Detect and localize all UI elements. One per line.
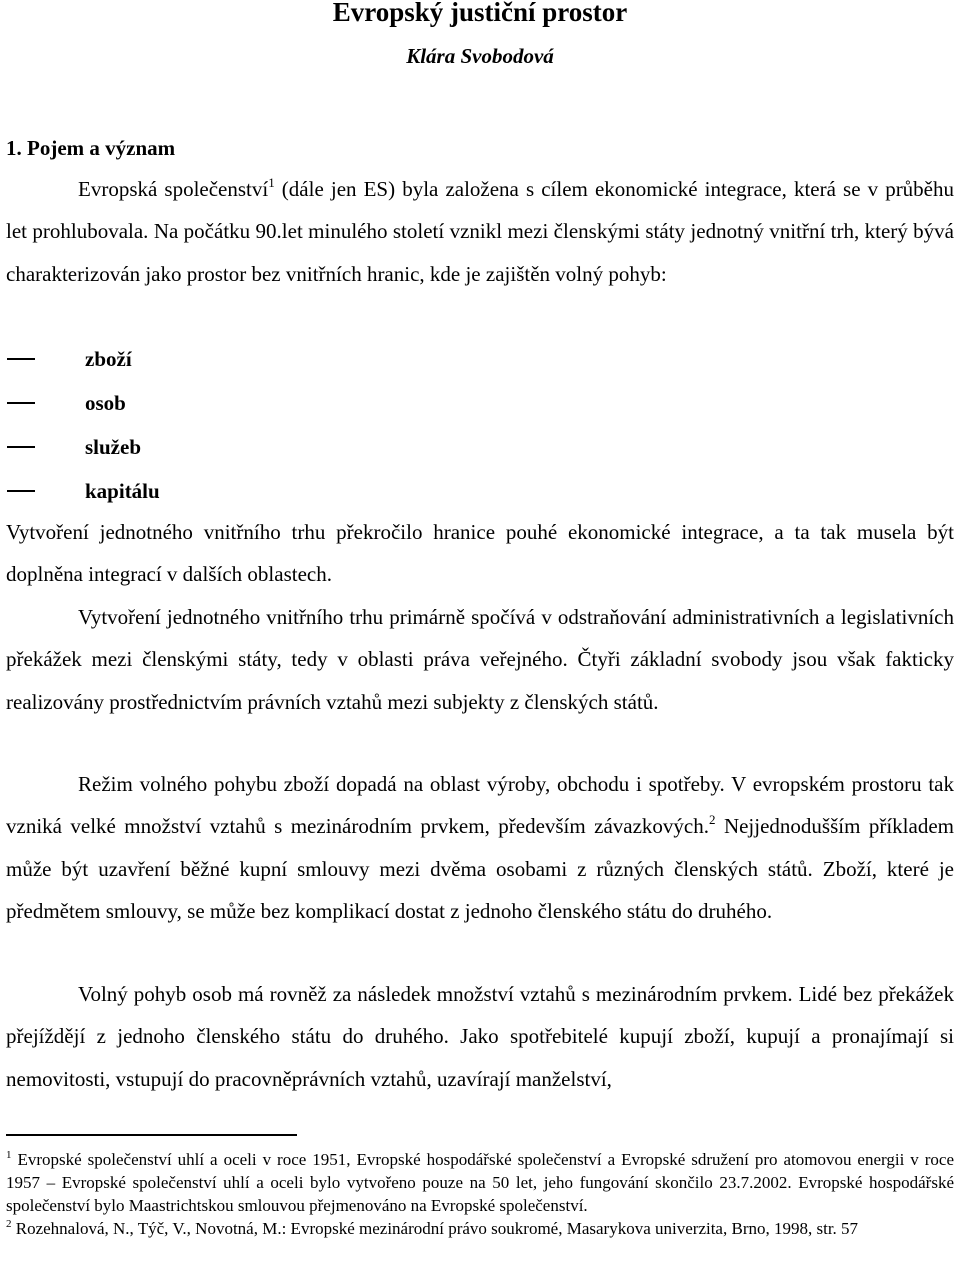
- footnotes: [6, 1148, 954, 1240]
- footnote-separator: [6, 1134, 297, 1136]
- list-item: [6, 381, 160, 425]
- footnote-text: Evropské společenství uhlí a oceli v roce 1951, Evropské hospodářské společenství a Evropské sdružení pro atomovou energii v roce 1957 – Evropské společenství uhlí a oceli bylo vytvořeno pouze na 50 let, jeho fungování skončilo 23.7.2002. Evropské hospodářské společenství bylo Maastrichtskou smlouvou přejmenováno na Evropské společenství.: [6, 1150, 954, 1215]
- footnote: [6, 1217, 954, 1240]
- footnote: [6, 1148, 954, 1217]
- list-item: [6, 425, 160, 469]
- paragraph-barriers: Vytvoření jednotného vnitřního trhu primárně spočívá v odstraňování administrativních a legislativních překážek mezi členskými státy, tedy v oblasti práva veřejného. Čtyři základní svobody jsou však fakticky realizovány prostřednictvím právních vztahů mezi subjekty z členských států.: [6, 605, 954, 714]
- paragraph-text: Nejjednodušším příkladem může být uzavření běžné kupní smlouvy mezi dvěma osobami z různých členských států. Zboží, které je předmětem smlouvy, se může bez komplikací dostat z jednoho členského státu do druhého.: [6, 814, 954, 923]
- list-item-label: zboží: [85, 346, 132, 371]
- list-item-label: služeb: [85, 434, 142, 459]
- paragraph-text: Evropská společenství: [78, 177, 269, 201]
- footnote-number: 1: [6, 1149, 12, 1161]
- list-item-label: osob: [85, 390, 126, 415]
- author-name: Klára Svobodová: [406, 44, 554, 68]
- section-heading: 1. Pojem a význam: [6, 136, 176, 160]
- paragraph-goods: [6, 763, 954, 932]
- footnote-text: Rozehnalová, N., Týč, V., Novotná, M.: Evropské mezinárodní právo soukromé, Masarykova univerzita, Brno, 1998, str. 57: [11, 1219, 859, 1238]
- dash-bullet-icon: [7, 402, 35, 404]
- dash-bullet-icon: [7, 490, 35, 492]
- list-item: [6, 469, 160, 513]
- paragraph-text: Režim volného pohybu zboží dopadá na oblast výroby, obchodu i spotřeby. V evropském prostoru tak vzniká velké množství vztahů s mezinárodním prvkem, především závazkových.: [6, 772, 954, 839]
- paragraph-persons: Volný pohyb osob má rovněž za následek množství vztahů s mezinárodním prvkem. Lidé bez překážek přejíždějí z jednoho členského státu do druhého. Jako spotřebitelé kupují zboží, kupují a pronajímají si nemovitosti, vstupují do pracovněprávních vztahů, uzavírají manželství,: [6, 982, 954, 1091]
- footnote-number: 2: [6, 1218, 12, 1230]
- list-item-label: kapitálu: [85, 478, 160, 503]
- paragraph-text: (dále jen ES) byla založena s cílem ekonomické integrace, která se v průběhu let prohlubovala. Na počátku 90.let minulého století vznikl mezi členskými státy jednotný vnitřní trh, který bývá charakterizován jako prostor bez vnitřních hranic, kde je zajištěn volný pohyb:: [6, 177, 955, 286]
- footnote-ref: 2: [709, 812, 716, 828]
- dash-bullet-icon: [7, 446, 35, 448]
- paragraph-intro: [6, 168, 954, 295]
- list-item: [6, 337, 160, 381]
- dash-bullet-icon: [7, 358, 35, 360]
- footnote-ref: 1: [268, 175, 275, 190]
- freedoms-list: [6, 337, 160, 513]
- document-title: Evropský justiční prostor: [332, 0, 628, 27]
- paragraph-integration: Vytvoření jednotného vnitřního trhu překročilo hranice pouhé ekonomické integrace, a ta tak musela být doplněna integrací v dalších oblastech.: [6, 520, 954, 587]
